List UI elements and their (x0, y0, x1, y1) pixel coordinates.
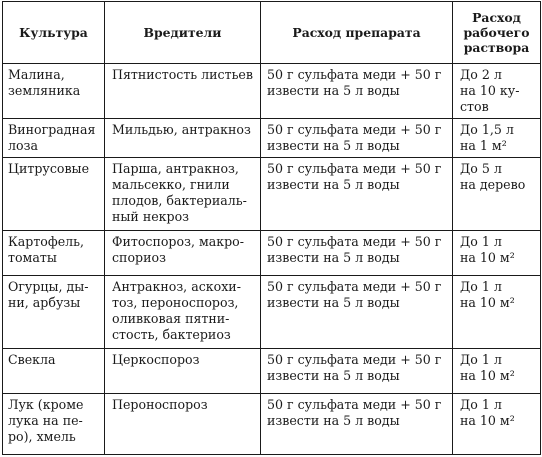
usage-cell: 50 г сульфата меди + 50 г извести на 5 л воды (261, 349, 453, 394)
volume-cell: До 1 л на 10 м² (453, 349, 541, 394)
pests-cell: Мильдью, антракноз (105, 119, 261, 158)
volume-cell: До 2 л на 10 ку- стов (453, 64, 541, 119)
table-row (3, 64, 541, 119)
volume-cell: До 1,5 л на 1 м² (453, 119, 541, 158)
pesticide-usage-table (2, 1, 541, 455)
crop-cell: Цитрусовые (3, 158, 105, 231)
table-row (3, 119, 541, 158)
usage-cell: 50 г сульфата меди + 50 г извести на 5 л воды (261, 158, 453, 231)
header-row (3, 2, 541, 64)
table-row (3, 158, 541, 231)
crop-cell: Огурцы, ды- ни, арбузы (3, 276, 105, 349)
usage-cell: 50 г сульфата меди + 50 г извести на 5 л воды (261, 394, 453, 455)
usage-cell: 50 г сульфата меди + 50 г извести на 5 л воды (261, 119, 453, 158)
usage-cell: 50 г сульфата меди + 50 г извести на 5 л воды (261, 64, 453, 119)
pests-cell: Парша, антракноз, мальсекко, гнили плодов, бактериаль- ный некроз (105, 158, 261, 231)
pests-cell: Церкоспороз (105, 349, 261, 394)
usage-cell: 50 г сульфата меди + 50 г извести на 5 л воды (261, 276, 453, 349)
table-row (3, 276, 541, 349)
crop-cell: Виноградная лоза (3, 119, 105, 158)
volume-cell: До 5 л на дерево (453, 158, 541, 231)
crop-cell: Свекла (3, 349, 105, 394)
pests-cell: Пероноспороз (105, 394, 261, 455)
volume-cell: До 1 л на 10 м² (453, 276, 541, 349)
volume-cell: До 1 л на 10 м² (453, 394, 541, 455)
header-volume: Расход рабочего раствора (453, 2, 541, 64)
pests-cell: Фитоспороз, макро- спориоз (105, 231, 261, 276)
header-crop: Культура (3, 2, 105, 64)
table-row (3, 349, 541, 394)
crop-cell: Лук (кроме лука на пе- ро), хмель (3, 394, 105, 455)
header-pests: Вредители (105, 2, 261, 64)
table-row (3, 231, 541, 276)
crop-cell: Малина, земляника (3, 64, 105, 119)
pests-cell: Пятнистость листьев (105, 64, 261, 119)
usage-cell: 50 г сульфата меди + 50 г извести на 5 л воды (261, 231, 453, 276)
crop-cell: Картофель, томаты (3, 231, 105, 276)
header-usage: Расход препарата (261, 2, 453, 64)
table-row (3, 394, 541, 455)
volume-cell: До 1 л на 10 м² (453, 231, 541, 276)
pests-cell: Антракноз, аскохи- тоз, пероноспороз, оливковая пятни- стость, бактериоз (105, 276, 261, 349)
